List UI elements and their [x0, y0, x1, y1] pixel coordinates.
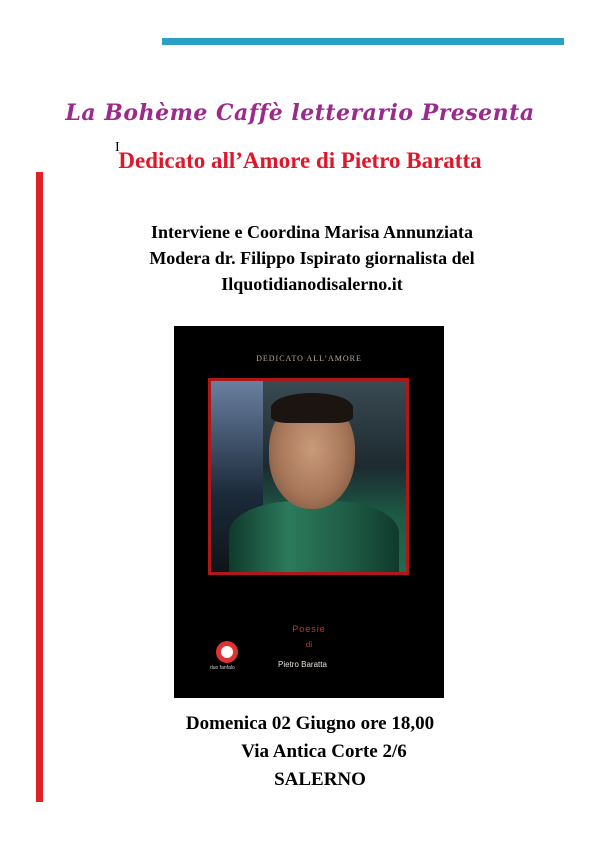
publisher-logo-icon — [216, 641, 238, 663]
author-photo-frame — [208, 378, 409, 575]
presenter-heading: La Bohème Caffè letterario Presenta — [65, 100, 535, 126]
cover-author: Pietro Baratta — [278, 660, 327, 669]
stray-character: I — [115, 140, 120, 155]
author-photo — [211, 381, 406, 572]
event-details — [0, 710, 600, 794]
event-city: SALERNO — [274, 769, 366, 790]
cover-genre: Poesie — [292, 624, 326, 634]
top-accent-bar — [162, 38, 564, 45]
info-line-2: Modera dr. Filippo Ispirato giornalista del — [149, 248, 475, 268]
photo-hair — [271, 393, 353, 423]
publisher-name: duo fanfalo — [210, 665, 235, 671]
speakers-info — [0, 219, 600, 297]
photo-shirt — [229, 501, 399, 575]
event-date: Domenica 02 Giugno ore 18,00 — [185, 713, 435, 734]
info-line-1: Interviene e Coordina Marisa Annunziata — [151, 222, 473, 242]
event-address: Via Antica Corte 2/6 — [241, 741, 407, 762]
event-title: Dedicato all’Amore di Pietro Baratta — [118, 148, 482, 173]
book-cover — [174, 326, 444, 698]
cover-di: di — [305, 640, 313, 649]
info-line-3: Ilquotidianodisalerno.it — [221, 274, 403, 294]
cover-title: DEDICATO ALL’AMORE — [256, 354, 362, 363]
